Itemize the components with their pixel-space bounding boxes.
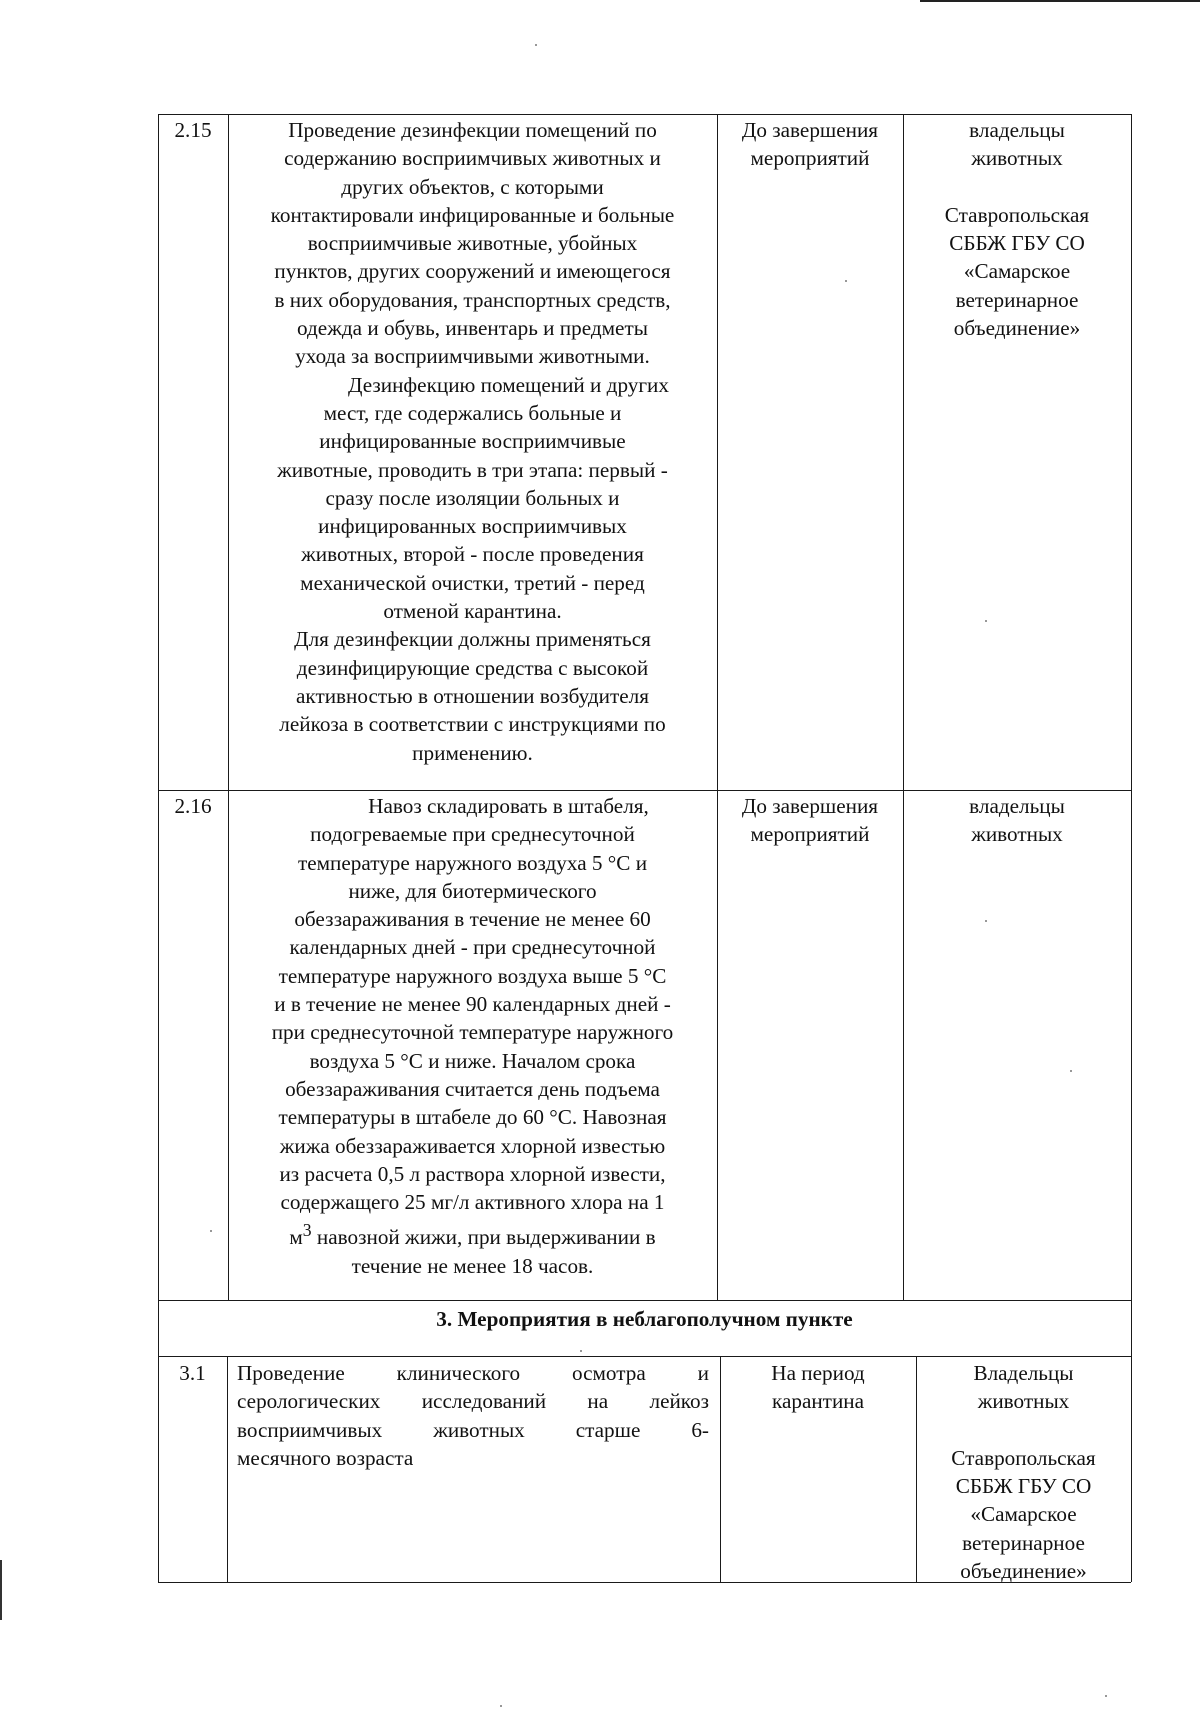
row-term bbox=[717, 792, 903, 849]
row-number: 3.1 bbox=[179, 1361, 206, 1385]
description-line: при среднесуточной температуре наружного bbox=[271, 1020, 674, 1045]
table-rule bbox=[158, 1300, 1131, 1301]
description-line: Дезинфекцию помещений и других bbox=[348, 372, 669, 397]
responsible-line: Ставропольская bbox=[944, 202, 1090, 227]
description-line: серологических исследований на лейкоз bbox=[237, 1389, 709, 1414]
term-line: мероприятий bbox=[750, 146, 870, 171]
responsible-spacer bbox=[916, 1416, 1131, 1444]
description-line: животные, проводить в три этапа: первый - bbox=[277, 457, 668, 482]
description-line: других объектов, с которыми bbox=[341, 174, 604, 199]
row-responsible bbox=[903, 116, 1131, 342]
section-heading: 3. Мероприятия в неблагополучном пункте bbox=[436, 1307, 853, 1331]
responsible-line: владельцы bbox=[969, 118, 1065, 142]
description-line: течение не менее 18 часов. bbox=[351, 1253, 594, 1278]
responsible-line: СББЖ ГБУ СО bbox=[949, 231, 1085, 256]
description-line: восприимчивые животные, убойных bbox=[307, 231, 638, 256]
unit-superscript: 3 bbox=[302, 1220, 312, 1241]
description-line: жижа обеззараживается хлорной известью bbox=[279, 1133, 666, 1158]
unit-prefix: м bbox=[289, 1225, 303, 1250]
description-line: навозной жижи, при выдерживании в bbox=[316, 1225, 656, 1250]
responsible-spacer bbox=[903, 173, 1131, 201]
responsible-line: ветеринарное bbox=[962, 1530, 1085, 1555]
description-line: отменой карантина. bbox=[383, 599, 562, 624]
responsible-line: «Самарское bbox=[970, 1502, 1077, 1527]
responsible-line: «Самарское bbox=[963, 259, 1071, 284]
responsible-line: животных bbox=[971, 146, 1063, 171]
description-line: календарных дней - при среднесуточной bbox=[289, 935, 656, 960]
term-line: До завершения bbox=[741, 118, 879, 142]
row-term bbox=[720, 1359, 916, 1416]
row-term bbox=[717, 116, 903, 173]
description-line: ниже, для биотермического bbox=[348, 878, 597, 903]
description-line: контактировали инфицированные и больные bbox=[270, 202, 675, 227]
description-line: активностью в отношении возбудителя bbox=[296, 683, 649, 708]
table-rule bbox=[158, 114, 1131, 115]
description-line: инфицированные восприимчивые bbox=[319, 429, 626, 454]
row-responsible bbox=[916, 1359, 1131, 1585]
description-line: подогреваемые при среднесуточной bbox=[310, 822, 635, 847]
description-line: содержанию восприимчивых животных и bbox=[284, 146, 661, 171]
description-line: температуре наружного воздуха выше 5 °С bbox=[278, 963, 667, 988]
responsible-line: владельцы bbox=[969, 794, 1065, 818]
description-line: содержащего 25 мг/л активного хлора на 1 bbox=[280, 1190, 665, 1215]
row-description bbox=[232, 116, 713, 767]
description-line: пунктов, других сооружений и имеющегося bbox=[274, 259, 671, 284]
responsible-line: объединение» bbox=[960, 1559, 1087, 1584]
description-line-with-unit bbox=[232, 1216, 713, 1251]
description-line: Для дезинфекции должны применяться bbox=[294, 627, 651, 652]
description-line: применению. bbox=[412, 740, 533, 765]
description-line: одежда и обувь, инвентарь и предметы bbox=[297, 316, 648, 341]
table-rule bbox=[1131, 114, 1132, 1582]
term-line: мероприятий bbox=[750, 822, 870, 847]
description-line: в них оборудования, транспортных средств, bbox=[274, 287, 671, 312]
description-line: инфицированных восприимчивых bbox=[318, 514, 627, 539]
row-description bbox=[237, 1359, 709, 1472]
description-line: воздуха 5 °С и ниже. Началом срока bbox=[309, 1048, 636, 1073]
responsible-line: Ставропольская bbox=[951, 1445, 1096, 1470]
description-line: обеззараживания считается день подъема bbox=[285, 1076, 660, 1101]
description-line: ухода за восприимчивыми животными. bbox=[295, 344, 650, 369]
description-line: Навоз складировать в штабеля, bbox=[368, 794, 649, 818]
description-line: и в течение не менее 90 календарных дней - bbox=[274, 992, 671, 1017]
description-line: восприимчивых животных старше 6- bbox=[237, 1417, 709, 1442]
table-rule bbox=[228, 114, 229, 1300]
description-line: дезинфицирующие средства с высокой bbox=[296, 655, 649, 680]
description-line: механической очистки, третий - перед bbox=[300, 570, 645, 595]
description-line: месячного возраста bbox=[237, 1445, 414, 1470]
responsible-line: объединение» bbox=[953, 316, 1081, 341]
description-line: мест, где содержались больные и bbox=[323, 400, 622, 425]
table-rule bbox=[158, 1356, 1131, 1357]
row-description bbox=[232, 792, 713, 1280]
table-rule bbox=[158, 790, 1131, 791]
description-line: животных, второй - после проведения bbox=[301, 542, 644, 567]
description-line: обеззараживания в течение не менее 60 bbox=[294, 907, 651, 932]
responsible-line: ветеринарное bbox=[955, 287, 1079, 312]
term-line: На период bbox=[771, 1361, 865, 1385]
row-number: 2.15 bbox=[174, 118, 212, 142]
row-number: 2.16 bbox=[174, 794, 212, 818]
description-line: лейкоза в соответствии с инструкциями по bbox=[279, 712, 666, 737]
term-line: карантина bbox=[771, 1389, 865, 1414]
description-line: Проведение дезинфекции помещений по bbox=[288, 118, 657, 142]
description-line: температуре наружного воздуха 5 °С и bbox=[297, 850, 648, 875]
description-line: из расчета 0,5 л раствора хлорной извести, bbox=[279, 1161, 666, 1186]
responsible-line: Владельцы bbox=[973, 1361, 1074, 1385]
term-line: До завершения bbox=[741, 794, 879, 818]
responsible-line: животных bbox=[977, 1389, 1070, 1414]
row-responsible bbox=[903, 792, 1131, 849]
table-rule bbox=[227, 1356, 228, 1582]
responsible-line: СББЖ ГБУ СО bbox=[955, 1474, 1092, 1499]
description-line: сразу после изоляции больных и bbox=[325, 485, 620, 510]
description-line: Проведение клинического осмотра и bbox=[237, 1361, 709, 1385]
table-rule bbox=[717, 114, 718, 1300]
description-line: температуры в штабеле до 60 °С. Навозная bbox=[278, 1105, 667, 1130]
responsible-line: животных bbox=[971, 822, 1063, 847]
